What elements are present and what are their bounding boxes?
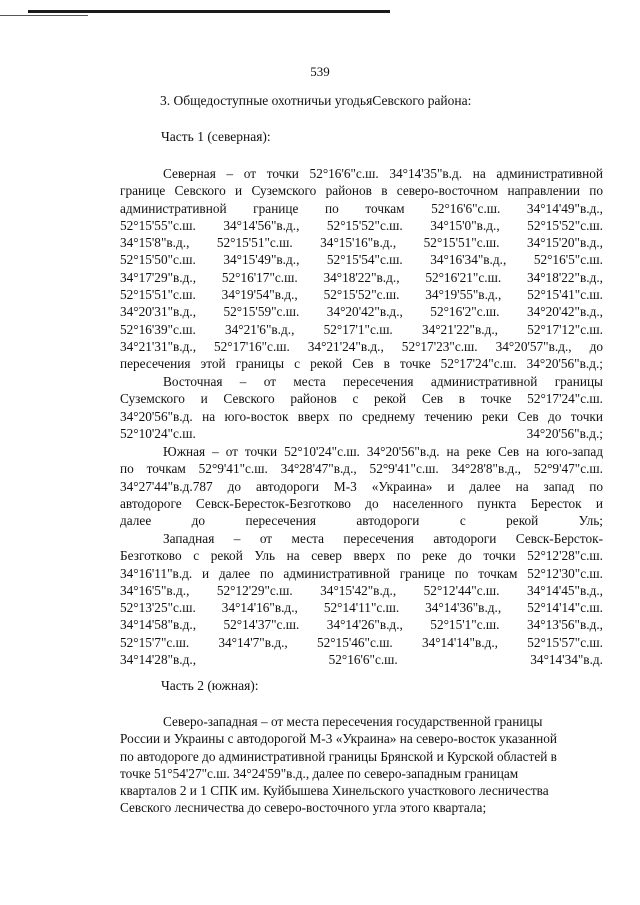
part1-east-paragraph [120, 373, 603, 442]
text-line: границе Севского и Суземского районов в северо-восточном направлении по [120, 183, 603, 199]
text-line: 52°13'25"с.ш. 34°14'16"в.д., 52°14'11"с.ш. 34°14'36"в.д., 52°14'14"с.ш. [120, 600, 603, 616]
text-line: точке 51°54'27"с.ш. 34°24'59"в.д., далее по северо-западным границам [120, 765, 519, 781]
text-line: Северная – от точки 52°16'6"с.ш. 34°14'35"в.д. на административной [163, 166, 603, 181]
text-line: Севского лесничества до северо-восточного угла этого квартала; [120, 800, 487, 816]
text-line: 34°15'8"в.д., 52°15'51"с.ш. 34°15'16"в.д., 52°15'51"с.ш. 34°15'20"в.д., [120, 235, 603, 251]
text-line: по точкам 52°9'41"с.ш. 34°28'47"в.д., 52°9'41"с.ш. 34°28'8"в.д., 52°9'47"с.ш. [120, 461, 603, 477]
text-line: Суземского и Севского районов с рекой Сев в точке 52°17'24"с.ш. [120, 391, 603, 407]
text-line: 34°20'31"в.д., 52°15'59"с.ш. 34°20'42"в.д., 52°16'2"с.ш. 34°20'42"в.д., [120, 304, 603, 320]
text-line: пересечения этой границы с рекой Сев в точке 52°17'24"с.ш. 34°20'56"в.д.; [120, 356, 603, 372]
text-line: 34°16'11"в.д. и далее по административной границе по точкам 52°12'30"с.ш. [120, 565, 603, 581]
text-line: 34°20'56"в.д. на юго-восток вверх по среднему течению реки Сев до точки [120, 408, 603, 424]
text-line: автодороге Севск-Бересток-Безготково до населенного пункта Бересток и [120, 495, 603, 511]
scan-artifact-line-thin [0, 15, 88, 16]
part1-title: Часть 1 (северная): [161, 129, 271, 144]
text-line: России и Украины с автодорогой М-3 «Украина» на северо-восток указанной [120, 731, 557, 747]
part1-west-paragraph [120, 530, 603, 668]
text-line: 52°15'7"с.ш. 34°14'7"в.д., 52°15'46"с.ш. 34°14'14"в.д., 52°15'57"с.ш. [120, 634, 603, 650]
text-line: Северо-западная – от места пересечения государственной границы [163, 714, 543, 729]
text-line: 34°14'58"в.д., 52°14'37"с.ш. 34°14'26"в.д., 52°15'1"с.ш. 34°13'56"в.д., [120, 617, 603, 633]
scan-artifact-line [28, 10, 390, 13]
text-line: 34°27'44"в.д.787 до автодороги М-3 «Украина» и далее на запад по [120, 478, 603, 494]
text-line: кварталов 2 и 1 СПК им. Куйбышева Хинельского участкового лесничества [120, 783, 549, 799]
text-line: Безготково с рекой Уль на север вверх по реке до точки 52°12'28"с.ш. [120, 548, 603, 564]
text-line: далее до пересечения автодороги с рекой Уль; [120, 513, 603, 529]
text-line: административной границе по точкам 52°16'6"с.ш. 34°14'49"в.д., [120, 200, 603, 216]
text-line: 52°16'39"с.ш. 34°21'6"в.д., 52°17'1"с.ш. 34°21'22"в.д., 52°17'12"с.ш. [120, 321, 603, 337]
text-line: Южная – от точки 52°10'24"с.ш. 34°20'56"в.д. на реке Сев на юго-запад [163, 444, 603, 459]
text-line: 34°16'5"в.д., 52°12'29"с.ш. 34°15'42"в.д., 52°12'44"с.ш. 34°14'45"в.д., [120, 582, 603, 598]
text-line: 52°15'51"с.ш. 34°19'54"в.д., 52°15'52"с.ш. 34°19'55"в.д., 52°15'41"с.ш. [120, 287, 603, 303]
part1-south-paragraph [120, 443, 603, 529]
text-line: 52°15'55"с.ш. 34°14'56"в.д., 52°15'52"с.ш. 34°15'0"в.д., 52°15'52"с.ш. [120, 217, 603, 233]
part2-title: Часть 2 (южная): [161, 678, 259, 693]
page-number: 539 [310, 64, 330, 79]
part1-north-paragraph [120, 165, 603, 373]
text-line: 52°10'24"с.ш. 34°20'56"в.д.; [120, 425, 603, 441]
part2-northwest-paragraph [120, 713, 603, 817]
text-line: Восточная – от места пересечения административной границы [163, 374, 603, 389]
text-line: 34°21'31"в.д., 52°17'16"с.ш. 34°21'24"в.д., 52°17'23"с.ш. 34°20'57"в.д., до [120, 338, 603, 354]
section-heading: 3. Общедоступные охотничьи угодьяСевского района: [160, 93, 472, 108]
text-line: по автодороге до административной границы Брянской и Курской областей в [120, 748, 557, 764]
text-line: 34°14'28"в.д., 52°16'6"с.ш. 34°14'34"в.д. [120, 652, 603, 668]
text-line: Западная – от места пересечения автодороги Севск-Берсток- [163, 531, 603, 546]
text-line: 34°17'29"в.д., 52°16'17"с.ш. 34°18'22"в.д., 52°16'21"с.ш. 34°18'22"в.д., [120, 269, 603, 285]
text-line: 52°15'50"с.ш. 34°15'49"в.д., 52°15'54"с.ш. 34°16'34"в.д., 52°16'5"с.ш. [120, 252, 603, 268]
